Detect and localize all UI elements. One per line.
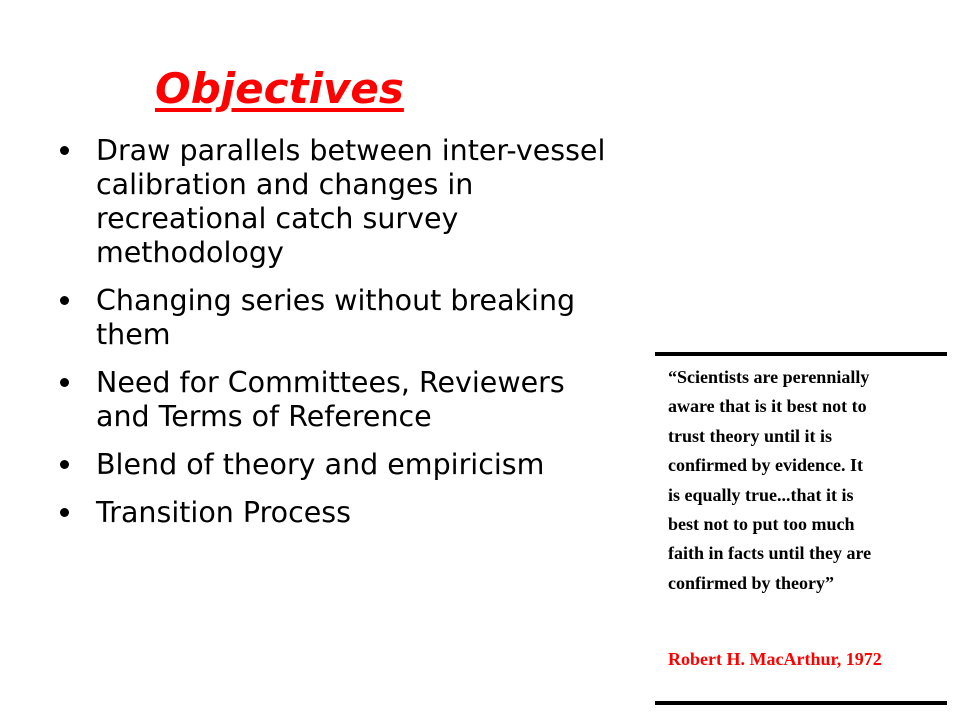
bullet-dot-icon [60,146,69,155]
bullet-dot-icon [60,508,69,517]
bullet-text: Transition Process [96,496,351,529]
quote-line: confirmed by theory” [668,572,834,593]
bullet-dot-icon [60,460,69,469]
quote-text [668,363,943,598]
bullet-dot-icon [60,296,69,305]
bullet-item [60,448,620,482]
bullet-item [60,284,620,352]
bullet-item [60,366,620,434]
bullet-text: Changing series without breaking them [96,284,576,351]
quote-box [655,352,947,705]
quote-line: faith in facts until they are [668,543,872,564]
quote-bottom-rule [655,701,947,705]
quote-line: is equally true...that it is [668,484,854,505]
quote-line: trust theory until it is [668,425,832,446]
quote-line: aware that is it best not to [668,396,867,417]
bullet-item [60,134,620,270]
bullet-text: Need for Committees, Reviewers and Terms of Reference [96,366,565,433]
bullet-item [60,496,620,530]
objectives-list [60,134,620,544]
quote-line: best not to put too much [668,514,855,535]
quote-line: “Scientists are perennially [668,367,870,387]
slide-title: Objectives [155,64,404,113]
bullet-text: Blend of theory and empiricism [96,448,545,481]
bullet-dot-icon [60,378,69,387]
quote-top-rule [655,352,947,356]
bullet-text: Draw parallels between inter-vessel calibration and changes in recreational catch survey methodology [96,134,606,269]
quote-line: confirmed by evidence. It [668,455,863,476]
quote-author: Robert H. MacArthur, 1972 [668,649,882,669]
